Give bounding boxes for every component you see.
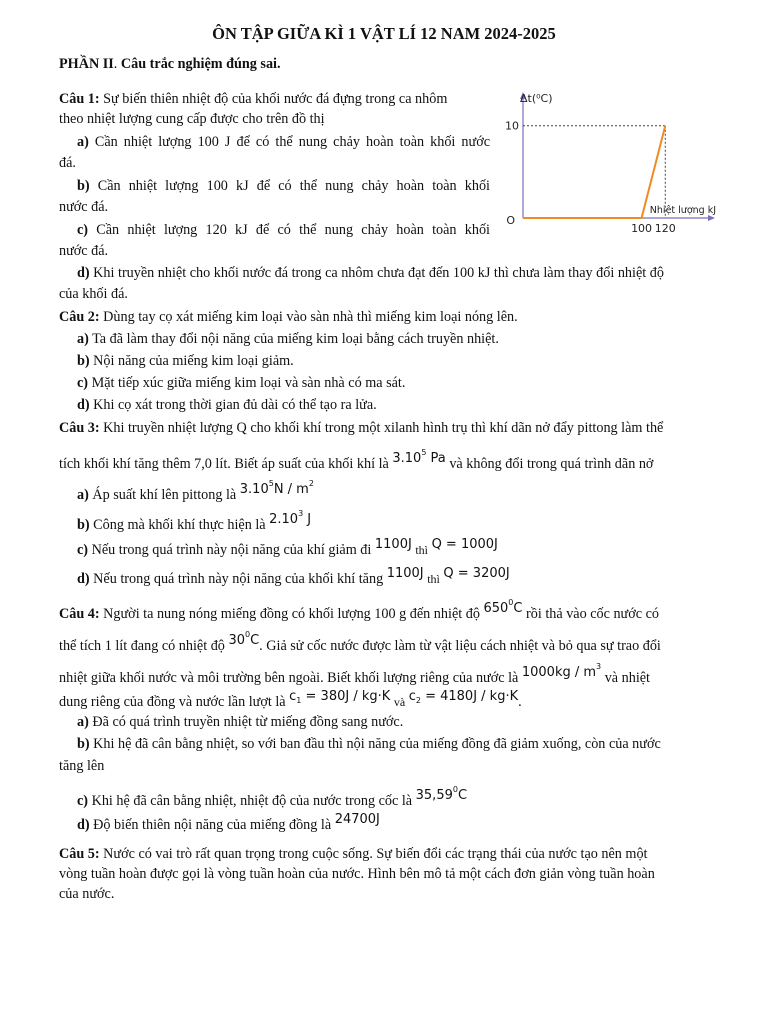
question-label: Câu 3: xyxy=(59,420,100,436)
pressure-value: 3.10$^5$ Pa xyxy=(392,448,446,466)
option-a: a) Đã có quá trình truyền nhiệt từ miếng đồng sang nước. xyxy=(77,714,404,730)
series-line xyxy=(523,126,665,218)
option-d: d) Khi cọ xát trong thời gian đủ dài có thể tạo ra lửa. xyxy=(77,397,377,413)
part-heading: PHẦN II. Câu trắc nghiệm đúng sai. xyxy=(59,56,281,72)
x-axis-label: Nhiệt lượng kJ xyxy=(649,205,716,216)
option-c: c) Cần nhiệt lượng 120 kJ để có thể nung chảy hoàn toàn khối xyxy=(77,222,490,238)
question-label: Câu 5: xyxy=(59,846,100,862)
y-axis-label: Δt(⁰C) xyxy=(520,92,553,105)
temperature-heat-chart xyxy=(505,84,730,239)
x-tick-label: 100 xyxy=(631,222,653,235)
question-label: Câu 2: xyxy=(59,309,100,325)
option-a: a) Áp suất khí lên pittong là $3.10^5N / m^2$ xyxy=(77,479,314,503)
page-title: ÔN TẬP GIỮA KÌ 1 VẬT LÍ 12 NAM 2024-2025 xyxy=(212,24,556,43)
option-b: b) Nội năng của miếng kim loại giảm. xyxy=(77,353,294,369)
origin-label: O xyxy=(506,214,515,227)
option-a: a) Ta đã làm thay đổi nội năng của miếng kim loại bằng cách truyền nhiệt. xyxy=(77,331,499,347)
y-tick-label: 10 xyxy=(505,119,519,133)
option-d: d) Độ biến thiên nội năng của miếng đồng là 24700J xyxy=(77,812,380,833)
option-b: b) Công mà khối khí thực hiện là 2.10$^3$ J xyxy=(77,509,312,533)
option-c: c) Mặt tiếp xúc giữa miếng kim loại và sàn nhà có ma sát. xyxy=(77,375,406,391)
option-a: a) Cần nhiệt lượng 100 J để có thể nung chảy hoàn toàn khối nước xyxy=(77,134,490,150)
question-label: Câu 4: xyxy=(59,606,100,622)
option-d: d) Nếu trong quá trình này nội năng của khối khí tăng 1100J thì Q = 3200J xyxy=(77,566,510,587)
question-label: Câu 1: xyxy=(59,91,100,107)
option-c: c) Khi hệ đã cân bằng nhiệt, nhiệt độ của nước trong cốc là 35,59$^0$C xyxy=(77,785,468,809)
option-b: b) Cần nhiệt lượng 100 kJ để có thể nung chảy hoàn toàn khối xyxy=(77,178,490,194)
option-c: c) Nếu trong quá trình này nội năng của khí giảm đi 1100J thì Q = 1000J xyxy=(77,537,498,558)
option-d: d) Khi truyền nhiệt cho khối nước đá trong ca nhôm chưa đạt đến 100 kJ thì chưa làm thay đổi nhiệt độ xyxy=(77,265,664,281)
option-b: b) Khi hệ đã cân bằng nhiệt, so với ban đầu thì nội năng của miếng đồng đã giảm xuống, còn của nước xyxy=(77,736,661,752)
x-tick-label: 120 xyxy=(654,222,676,235)
document-page: ÔN TẬP GIỮA KÌ 1 VẬT LÍ 12 NAM 2024-2025 PHẦN II. Câu trắc nghiệm đúng sai. Câu 1: Sự biến thiên nhiệt độ của khối nước đá đựng trong ca nhôm theo nhiệt lượng cung cấp được cho trên đồ thị a) Cần nhiệt lượng 100 J để có thể nung chảy hoàn toàn khối nước đá. b) Cần nhiệt lượng 100 kJ để có thể nung chảy hoàn toàn khối nước đá. c) Cần nhiệt lượng 120 kJ để có thể nung chảy hoàn toàn khối nước đá. d) Khi truyền nhiệt cho khối nước đá trong ca nhôm chưa đạt đến 100 kJ thì chưa làm thay đổi nhiệt độ của khối đá. Δt(⁰C) Nhiệt lượng kJ O 100 120 10 Câu 2: Dùng tay cọ xát miếng kim loại vào sàn nhà thì miếng kim loại nóng lên. a) Ta đã làm thay đổi nội năng của miếng kim loại bằng cách truyền nhiệt. b) Nội năng của miếng kim loại giảm. c) Mặt tiếp xúc giữa miếng kim loại và sàn nhà có ma sát. d) Khi cọ xát trong thời gian đủ dài có thể tạo ra lửa. Câu 3: Khi truyền nhiệt lượng Q cho khối khí trong một xilanh hình trụ thì khí dãn nở đẩy pittong làm thể tích khối khí tăng thêm 7,0 lít. Biết áp suất của khối khí là 3.10$^5$ Pa và không đổi trong quá trình dãn nở a) Áp suất khí lên pittong là $3.10^5N / m^2$ b) Công mà khối khí thực hiện là 2.10$^3$ J c) Nếu trong quá trình này nội năng của khí giảm đi 1100J thì Q = 1000J d) Nếu trong quá trình này nội năng của khối khí tăng 1100J thì Q = 3200J Câu 4: Người ta nung nóng miếng đồng có khối lượng 100 g đến nhiệt độ $650^0C$ rồi thả vào cốc nước có thể tích 1 lít đang có nhiệt độ $30^0C$. Giả sử cốc nước được làm từ vật liệu cách nhiệt và bỏ qua sự trao đổi nhiệt giữa khối nước và môi trường bên ngoài. Biết khối lượng riêng của nước là $1000kg / m^3$ và nhiệt dung riêng của đồng và nước lần lượt là $c_1 = 380J / kg\cdot K$ và $c_2 = 4180J / kg\cdot K$. a) Đã có quá trình truyền nhiệt từ miếng đồng sang nước. b) Khi hệ đã cân bằng nhiệt, so với ban đầu thì nội năng của miếng đồng đã giảm xuống, còn của nước tăng lên c) Khi hệ đã cân bằng nhiệt, nhiệt độ của nước trong cốc là 35,59$^0$C d) Độ biến thiên nội năng của miếng đồng là 24700J Câu 5: Nước có vai trò rất quan trọng trong cuộc sống. Sự biến đổi các trạng thái của nước tạo nên một vòng tuần hoàn được gọi là vòng tuần hoàn của nước. Hình bên mô tả một cách đơn giản vòng tuần hoàn của nước. xyxy=(0,0,768,1024)
